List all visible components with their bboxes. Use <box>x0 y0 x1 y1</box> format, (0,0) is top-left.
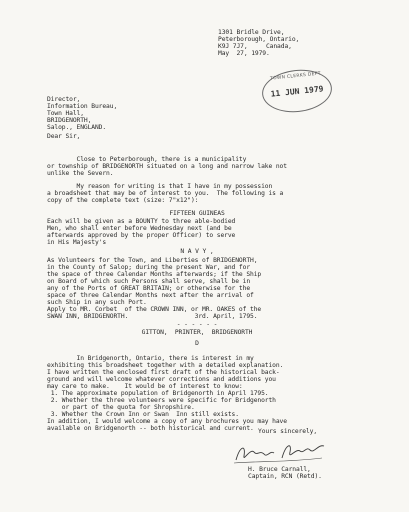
broadsheet-letter-d: D <box>195 340 199 347</box>
broadsheet-navy: N A V Y , <box>180 248 214 255</box>
salutation: Dear Sir, <box>47 133 81 140</box>
sender-street: 1301 Bridle Drive, <box>218 29 285 36</box>
paragraph-2: My reason for writing is that I have in my possession a broadsheet that may be of interest to you. The following is a copy of the complete text (size: 7"x12"): <box>47 183 284 204</box>
closing: Yours sincerely, <box>258 428 318 435</box>
letter-date: May 27, 1979. <box>218 50 270 57</box>
stamp-office: TOWN CLERKS DEPT <box>269 71 322 82</box>
recipient-hall: Town Hall, <box>47 110 84 117</box>
stamp-date: 11 JUN 1979 <box>270 84 324 99</box>
paragraph-3: In Bridgenorth, Ontario, there is interest in my exhibiting this broadsheet together with a detailed explanation. I have written the enclosed first draft of the historical back- ground and will welcome whatever corrections and additions you may care to make. It would be of interest to know: 1. The approximate population of Bridgenorth in April 1795. 2. Whether the three volunteers were specific for Bridgenorth or part of the quota for Shropshire. 3. Whether the Crown Inn or Swan Inn still exists. In addition, I would welcome a copy of any brochures you may have available on Bridgenorth -- both historical and current. <box>47 355 287 432</box>
recipient-county: Salop., ENGLAND. <box>47 124 107 131</box>
signer-block <box>248 466 322 480</box>
signer-rank: Captain, RCN (Retd). <box>248 473 322 480</box>
sender-city: Peterborough, Ontario, <box>218 36 300 43</box>
broadsheet-volunteer-text: As Volunteers for the Town, and Liberties of BRIDGENORTH, in the County of Salop; during the present War, and for the space of three Calendar Months afterwards; if the Ship on Board of which such Persons shall serve, shall be in any of the Ports of GREAT BRITAIN; or otherwise for the space of three Calendar Months next after the arrival of such Ship in any such Port. Apply to MR. Corbet of the CROWN INN, or MR. OAKES of the SWAN INN, BRIDGENORTH. 3rd. April, 1795. <box>47 257 262 320</box>
received-stamp <box>260 66 334 115</box>
broadsheet-bounty-text: Each will be given as a BOUNTY to three able-bodied Men, who shall enter before Wednesday next (and be afterwards approved by the proper Officer) to serve in His Majesty's <box>47 218 236 246</box>
signer-name: H. Bruce Carnall, <box>248 466 311 473</box>
sender-postal: K9J 7J7, Canada, <box>218 43 292 50</box>
handwritten-signature <box>232 438 330 466</box>
recipient-town: BRIDGENORTH, <box>47 117 92 124</box>
recipient-office: Information Bureau, <box>47 103 118 110</box>
broadsheet-heading: FIFTEEN GUINEAS <box>169 210 225 217</box>
sender-address <box>218 29 299 57</box>
recipient-address <box>47 96 117 131</box>
paragraph-1: Close to Peterborough, there is a municipality or township of BRIDGENORTH situated on a long and narrow lake not unlike the Severn. <box>47 156 287 177</box>
broadsheet-divider: - - - - - - <box>176 321 218 328</box>
recipient-title: Director, <box>47 96 81 103</box>
broadsheet-printer: GITTON, PRINTER, BRIDGENORTH <box>141 329 253 336</box>
